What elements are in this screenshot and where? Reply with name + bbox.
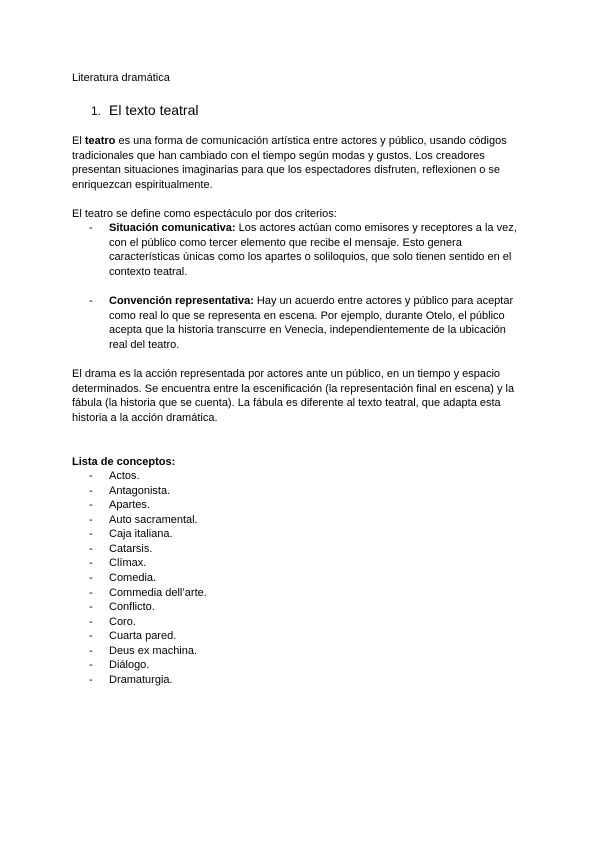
paragraph-1-line-1: El teatro es una forma de comunicación artística entre actores y público, usando códigos (72, 135, 507, 147)
list-item: Conflicto. (109, 601, 155, 613)
list-item: Commedia dell’arte. (109, 587, 207, 599)
list-item: Dramaturgia. (109, 674, 173, 686)
paragraph-3-line-2: determinados. Se encuentra entre la escenificación (la representación final en escena) y la (72, 383, 515, 395)
bullet-2-line-3: acepta que la historia transcurre en Venecia, independientemente de la ubicación (109, 324, 506, 336)
list-item-marker: - (89, 572, 93, 584)
list-item: Catarsis. (109, 543, 153, 555)
list-item: Comedia. (109, 572, 157, 584)
list-item-marker: - (89, 630, 93, 642)
list-item-marker: - (89, 587, 93, 599)
list-item-marker: - (89, 616, 93, 628)
list-item-marker: - (89, 557, 93, 569)
section-title: El texto teatral (109, 102, 199, 118)
list-item-marker: - (89, 470, 93, 482)
paragraph-3-line-4: historia a la acción dramática. (72, 412, 218, 424)
bullet-1-marker: - (89, 222, 93, 234)
paragraph-1-line-2: tradicionales que han cambiado con el tiempo según modas y gustos. Los creadores (72, 150, 485, 162)
list-item: Deus ex machina. (109, 645, 198, 657)
list-item: Clímax. (109, 557, 147, 569)
section-number: 1. (91, 104, 102, 118)
bullet-1-term: Situación comunicativa: (109, 222, 236, 234)
document-header: Literatura dramática (72, 72, 170, 84)
paragraph-2: El teatro se define como espectáculo por dos criterios: (72, 208, 337, 220)
paragraph-1-line-3: presentan situaciones imaginarias para que los espectadores disfruten, reflexionen o se (72, 164, 501, 176)
list-item-marker: - (89, 485, 93, 497)
bullet-1-line-1: Situación comunicativa: Los actores actúan como emisores y receptores a la vez, (109, 222, 517, 234)
list-item: Apartes. (109, 499, 150, 511)
list-item-marker: - (89, 645, 93, 657)
list-item: Caja italiana. (109, 528, 173, 540)
paragraph-3-line-3: fábula (la historia que se cuenta). La fábula es diferente al texto teatral, que adapta esta (72, 397, 501, 409)
list-item-marker: - (89, 601, 93, 613)
concepts-title: Lista de conceptos: (72, 456, 176, 468)
list-item: Antagonista. (109, 485, 171, 497)
bullet-2-marker: - (89, 295, 93, 307)
list-item: Diálogo. (109, 659, 150, 671)
bullet-1-line-2: con el público como tercer elemento que recibe el mensaje. Esto genera (109, 237, 462, 249)
list-item-marker: - (89, 528, 93, 540)
list-item-marker: - (89, 499, 93, 511)
paragraph-3-line-1: El drama es la acción representada por actores ante un público, en un tiempo y espacio (72, 368, 501, 380)
list-item-marker: - (89, 674, 93, 686)
list-item-marker: - (89, 543, 93, 555)
bullet-2-line-4: real del teatro. (109, 339, 180, 351)
bullet-2-line-1: Convención representativa: Hay un acuerdo entre actores y público para aceptar (109, 295, 514, 307)
list-item: Cuarta pared. (109, 630, 177, 642)
bullet-2-term: Convención representativa: (109, 295, 254, 307)
list-item-marker: - (89, 659, 93, 671)
bold-term-teatro: teatro (84, 135, 116, 147)
list-item: Auto sacramental. (109, 514, 198, 526)
bullet-1-line-4: contexto teatral. (109, 266, 188, 278)
bullet-2-line-2: como real lo que se representa en escena. Por ejemplo, durante Otelo, el público (109, 310, 505, 322)
list-item: Actos. (109, 470, 140, 482)
list-item: Coro. (109, 616, 136, 628)
list-item-marker: - (89, 514, 93, 526)
bullet-1-line-3: características únicas como los apartes o soliloquios, que solo tienen sentido en el (109, 251, 512, 263)
paragraph-1-line-4: enriquezcan espiritualmente. (72, 179, 213, 191)
